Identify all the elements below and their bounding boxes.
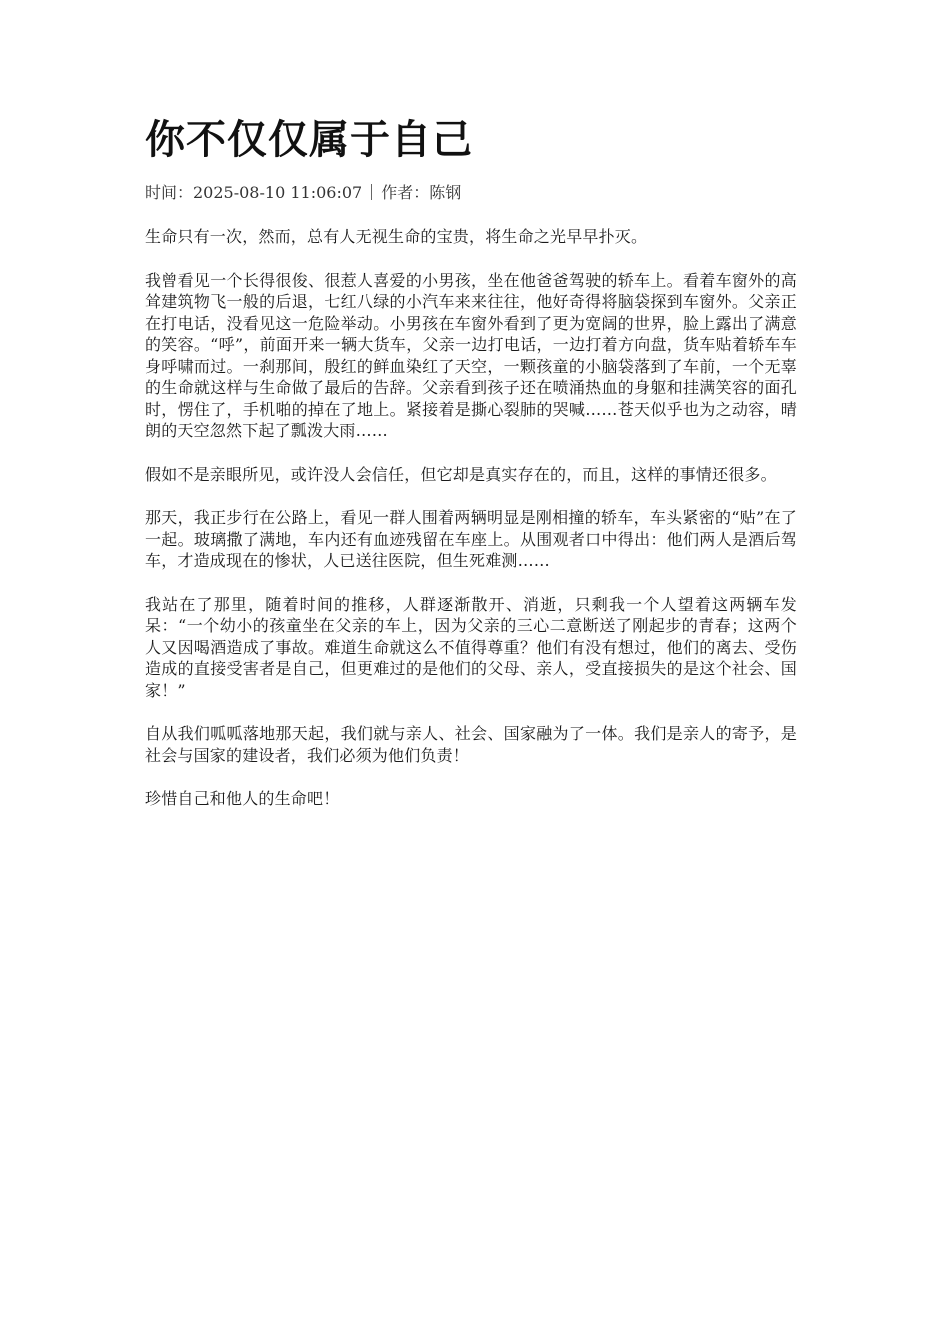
paragraph-4: 那天，我正步行在公路上，看见一群人围着两辆明显是刚相撞的轿车，车头紧密的“贴”在了一起。玻璃撒了满地，车内还有血迹残留在车座上。从围观者口中得出：他们两人是酒后驾车，才造成现在的惨状，人已送往医院，但生死难测…… <box>145 508 797 570</box>
paragraph-1: 生命只有一次，然而，总有人无视生命的宝贵，将生命之光早早扑灭。 <box>145 227 648 246</box>
article-body <box>145 226 797 810</box>
paragraph-5: 我站在了那里，随着时间的推移，人群逐渐散开、消逝，只剩我一个人望着这两辆车发呆：“一个幼小的孩童坐在父亲的车上，因为父亲的三心二意断送了刚起步的青春；这两个人又因喝酒造成了事故。难道生命就这么不值得尊重？他们有没有想过，他们的离去、受伤造成的直接受害者是自己，但更难过的是他们的父母、亲人，受直接损失的是这个社会、国家！” <box>145 594 797 700</box>
author-name: 作者：陈钢 <box>381 183 462 202</box>
meta-divider <box>371 184 372 200</box>
article <box>145 112 797 832</box>
article-meta <box>145 182 797 204</box>
publish-time: 时间：2025-08-10 11:06:07 <box>145 183 363 202</box>
paragraph-3: 假如不是亲眼所见，或许没人会信任，但它却是真实存在的，而且，这样的事情还很多。 <box>145 464 777 484</box>
article-title: 你不仅仅属于自己 <box>145 117 473 163</box>
paragraph-7: 珍惜自己和他人的生命吧！ <box>145 789 340 808</box>
paragraph-2: 我曾看见一个长得很俊、很惹人喜爱的小男孩，坐在他爸爸驾驶的轿车上。看着车窗外的高耸建筑物飞一般的后退，七红八绿的小汽车来来往往，他好奇得将脑袋探到车窗外。父亲正在打电话，没看见这一危险举动。小男孩在车窗外看到了更为宽阔的世界，脸上露出了满意的笑容。“呼”，前面开来一辆大货车，父亲一边打电话，一边打着方向盘，货车贴着轿车车身呼啸而过。一刹那间，殷红的鲜血染红了天空，一颗孩童的小脑袋落到了车前，一个无辜的生命就这样与生命做了最后的告辞。父亲看到孩子还在喷涌热血的身躯和挂满笑容的面孔时，愣住了，手机啪的掉在了地上。紧接着是撕心裂肺的哭喊……苍天似乎也为之动容，晴朗的天空忽然下起了瓢泼大雨…… <box>145 270 797 440</box>
paragraph-6: 自从我们呱呱落地那天起，我们就与亲人、社会、国家融为了一体。我们是亲人的寄予，是社会与国家的建设者，我们必须为他们负责！ <box>145 724 797 765</box>
